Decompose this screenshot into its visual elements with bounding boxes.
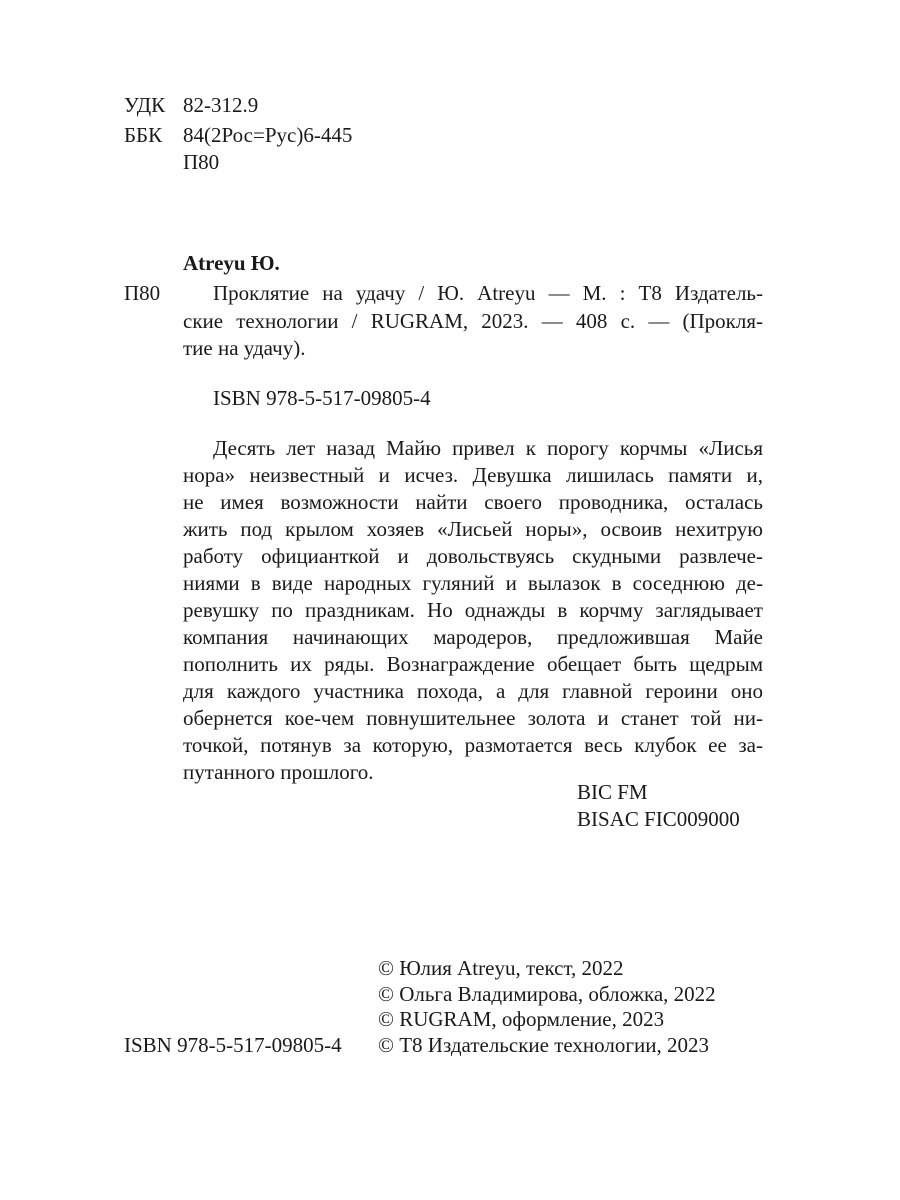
author-mark: П80	[183, 150, 220, 174]
annotation-line: компания начинающих мародеров, предложившая Майе	[183, 625, 763, 649]
bbk-label: ББК	[124, 123, 163, 147]
footer-isbn: ISBN 978-5-517-09805-4	[124, 1033, 342, 1057]
annotation-line: ниями в виде народных гуляний и вылазок в соседнюю де-	[183, 571, 763, 595]
annotation-line: нора» неизвестный и исчез. Девушка лишилась памяти и,	[183, 463, 763, 487]
annotation-line: не имея возможности найти своего проводника, осталась	[183, 490, 763, 514]
udk-value: 82-312.9	[183, 93, 259, 117]
copyright-line: © Ольга Владимирова, обложка, 2022	[378, 982, 716, 1006]
record-author-mark: П80	[124, 281, 161, 305]
copyright-line: © Т8 Издательские технологии, 2023	[378, 1033, 709, 1057]
bbk-value: 84(2Рос=Рус)6-445	[183, 123, 353, 147]
bic-code: BIC FM	[577, 780, 648, 804]
record-line: тие на удачу).	[183, 336, 306, 360]
record-line: ские технологии / RUGRAM, 2023. — 408 с. — (Прокля-	[183, 309, 763, 333]
annotation-line: работу официанткой и довольствуясь скудными развлече-	[183, 544, 763, 568]
annotation-line: обернется кое-чем повнушительнее золота и станет той ни-	[183, 706, 763, 730]
copyright-line: © Юлия Atreyu, текст, 2022	[378, 956, 624, 980]
annotation-line: жить под крылом хозяев «Лисьей норы», освоив нехитрую	[183, 517, 763, 541]
udk-label: УДК	[124, 93, 166, 117]
annotation-line: для каждого участника похода, а для главной героини оно	[183, 679, 763, 703]
annotation-line: пополнить их ряды. Вознаграждение обещает быть щедрым	[183, 652, 763, 676]
record-line: Проклятие на удачу / Ю. Atreyu — М. : Т8 Издатель-	[213, 281, 763, 305]
bisac-code: BISAC FIC009000	[577, 807, 740, 831]
annotation-line: путанного прошлого.	[183, 760, 374, 784]
author-name: Atreyu Ю.	[183, 251, 280, 275]
annotation-line: Десять лет назад Майю привел к порогу корчмы «Лисья	[213, 436, 763, 460]
copyright-line: © RUGRAM, оформление, 2023	[378, 1007, 665, 1031]
record-isbn: ISBN 978-5-517-09805-4	[213, 386, 431, 410]
annotation-line: ревушку по праздникам. Но однажды в корчму заглядывает	[183, 598, 763, 622]
annotation-line: точкой, потянув за которую, размотается весь клубок ее за-	[183, 733, 763, 757]
